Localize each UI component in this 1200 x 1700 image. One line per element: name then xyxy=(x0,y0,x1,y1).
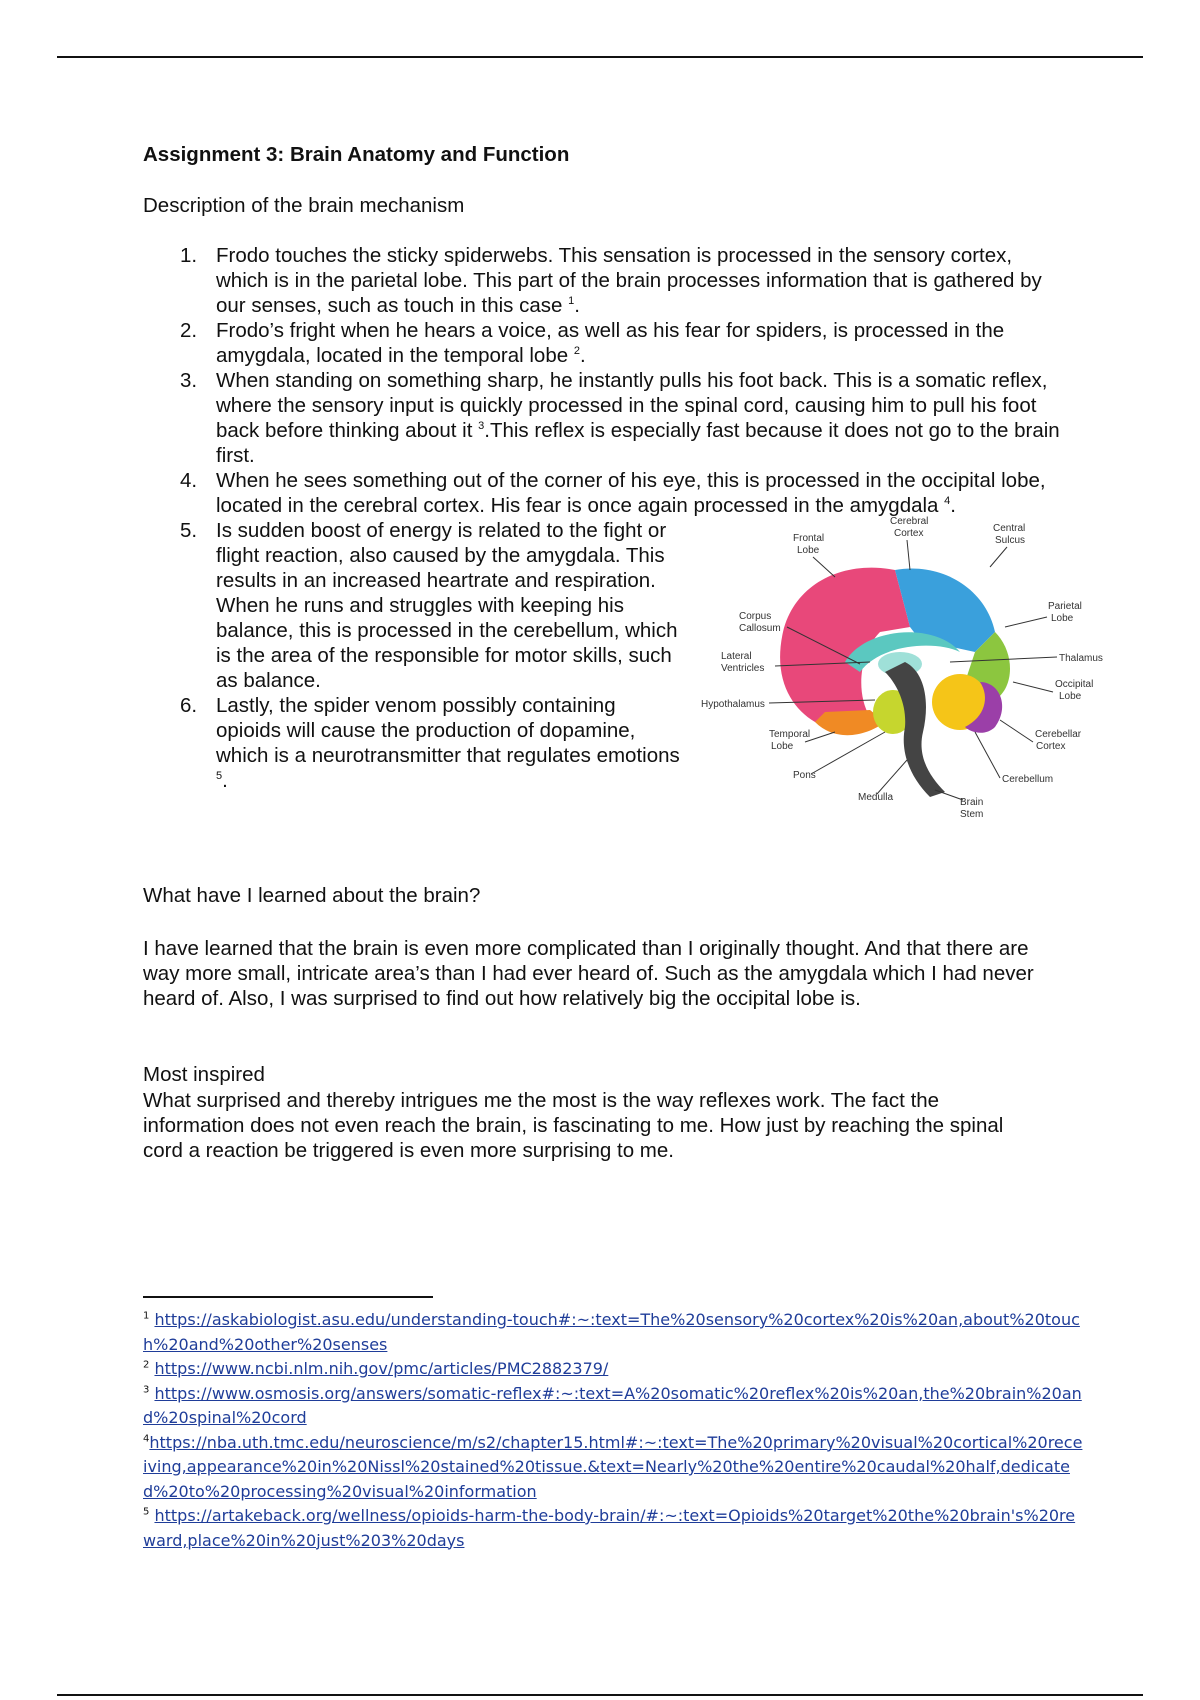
label-frontal-lobe: Frontal xyxy=(793,533,825,544)
label-cerebral-cortex: Cortex xyxy=(894,528,924,539)
label-central-sulcus: Central xyxy=(993,523,1026,534)
footnote-ref[interactable]: 5 xyxy=(216,770,223,783)
label-brain-stem: Stem xyxy=(960,809,984,820)
label-parietal-lobe: Parietal xyxy=(1048,601,1082,612)
list-text: When standing on something sharp, he instantly pulls his foot back. This is a somatic reflex, where the sensory input is quickly processed in the spinal cord, causing him to pull his foot back before thinking about it xyxy=(216,369,1048,442)
bottom-rule xyxy=(57,1694,1143,1696)
list-tail: . xyxy=(950,494,956,517)
footnote-ref[interactable]: 1 xyxy=(568,295,575,308)
footnote xyxy=(143,1308,1083,1357)
label-corpus-callosum: Callosum xyxy=(739,623,781,634)
footnote-ref[interactable]: 4 xyxy=(944,495,951,508)
list-text: Is sudden boost of energy is related to the fight or flight reaction, also caused by the amygdala. This results in an increased heartrate and respiration. When he runs and struggles with keeping his balance, this is processed in the cerebellum, which is the area of the responsible for motor skills, such as balance. xyxy=(216,519,678,692)
footnote-number: 3 xyxy=(143,1384,150,1396)
footnote-number: 1 xyxy=(143,1310,150,1322)
label-lateral-ventricles: Lateral xyxy=(721,651,752,662)
footnote xyxy=(143,1357,1083,1382)
learned-paragraph: I have learned that the brain is even more complicated than I originally thought. And that there are way more small, intricate area’s than I had ever heard of. Such as the amygdala which I had never heard of. Also, I was surprised to find out how relatively big the occipital lobe is. xyxy=(143,937,1034,1010)
list-item xyxy=(180,468,1046,518)
list-text: Frodo’s fright when he hears a voice, as well as his fear for spiders, is processed in the amygdala, located in the temporal lobe xyxy=(216,319,1005,367)
label-medulla: Medulla xyxy=(858,792,894,803)
label-occipital-lobe: Occipital xyxy=(1055,679,1094,690)
footnote-link[interactable]: https://nba.uth.tmc.edu/neuroscience/m/s2/chapter15.html#:~:text=The%20primary%20visual%20cortical%20receiving,appearance%20in%20Nissl%20stained%20tissue.&text=Nearly%20the%20entire%20caudal%20half,dedicated%20to%20processing%20visual%20information xyxy=(143,1432,1083,1501)
list-item xyxy=(180,368,1060,468)
list-number: 6. xyxy=(180,694,198,717)
list-item xyxy=(180,243,1060,318)
footnote-separator xyxy=(143,1296,433,1298)
page-title: Assignment 3: Brain Anatomy and Function xyxy=(143,143,570,166)
list-number: 1. xyxy=(180,244,198,267)
footnote-ref[interactable]: 2 xyxy=(573,345,580,358)
list-item xyxy=(180,518,686,693)
inspired-paragraph: What surprised and thereby intrigues me the most is the way reflexes work. The fact the information does not even reach the brain, is fascinating to me. How just by reaching the spinal cord a reaction be triggered is even more surprising to me. xyxy=(143,1089,1004,1162)
footnote-link[interactable]: https://www.ncbi.nlm.nih.gov/pmc/articles/PMC2882379/ xyxy=(154,1359,609,1378)
brain-diagram xyxy=(695,516,1115,832)
footnote-ref[interactable]: 3 xyxy=(478,420,485,433)
footnote-number: 2 xyxy=(143,1359,150,1371)
list-text: When he sees something out of the corner of his eye, this is processed in the occipital lobe, located in the cerebral cortex. His fear is once again processed in the amygdala xyxy=(216,469,1046,517)
list-tail: .This reflex is especially fast because it does not go to the brain first. xyxy=(216,419,1060,467)
label-thalamus: Thalamus xyxy=(1059,653,1103,664)
section-heading-description: Description of the brain mechanism xyxy=(143,194,465,217)
label-lateral-ventricles: Ventricles xyxy=(721,663,765,674)
list-number: 2. xyxy=(180,319,198,342)
top-rule xyxy=(57,56,1143,58)
label-temporal-lobe: Temporal xyxy=(769,729,811,740)
label-hypothalamus: Hypothalamus xyxy=(701,699,765,710)
footnote xyxy=(143,1382,1083,1431)
label-corpus-callosum: Corpus xyxy=(739,611,772,622)
label-brain-stem: Brain xyxy=(960,797,984,808)
list-text: Frodo touches the sticky spiderwebs. This sensation is processed in the sensory cortex, which is in the parietal lobe. This part of the brain processes information that is gathered by our senses, such as touch in this case xyxy=(216,244,1042,317)
list-item xyxy=(180,318,1060,368)
section-heading-inspired: Most inspired xyxy=(143,1063,265,1086)
list-item xyxy=(180,693,686,793)
footnote-number: 5 xyxy=(143,1506,150,1518)
list-tail: . xyxy=(579,344,586,367)
list-tail: . xyxy=(222,769,228,792)
label-cerebral-cortex: Cerebral xyxy=(890,516,929,527)
footnotes xyxy=(143,1308,1083,1553)
label-cerebellar-cortex: Cortex xyxy=(1036,741,1066,752)
list-text: Lastly, the spider venom possibly containing opioids will cause the production of dopamine, which is a neurotransmitter that regulates emotions xyxy=(216,694,680,767)
label-temporal-lobe: Lobe xyxy=(771,741,794,752)
footnote-number: 4 xyxy=(143,1433,150,1445)
label-pons: Pons xyxy=(793,770,816,781)
footnote xyxy=(143,1504,1083,1553)
footnote-link[interactable]: https://artakeback.org/wellness/opioids-harm-the-body-brain/#:~:text=Opioids%20target%20the%20brain's%20reward,place%20in%20just%203%20days xyxy=(143,1506,1076,1550)
label-central-sulcus: Sulcus xyxy=(995,535,1026,546)
label-cerebellar-cortex: Cerebellar xyxy=(1035,729,1082,740)
footnote-link[interactable]: https://askabiologist.asu.edu/understanding-touch#:~:text=The%20sensory%20cortex%20is%20an,about%20touch%20and%20other%20senses xyxy=(143,1310,1080,1354)
label-cerebellum: Cerebellum xyxy=(1002,774,1054,785)
footnote-link[interactable]: https://www.osmosis.org/answers/somatic-reflex#:~:text=A%20somatic%20reflex%20is%20an,the%20brain%20and%20spinal%20cord xyxy=(143,1383,1082,1427)
label-occipital-lobe: Lobe xyxy=(1059,691,1082,702)
list-tail: . xyxy=(574,294,580,317)
footnote xyxy=(143,1431,1083,1505)
label-frontal-lobe: Lobe xyxy=(797,545,820,556)
section-heading-learned: What have I learned about the brain? xyxy=(143,884,481,907)
list-number: 5. xyxy=(180,519,198,542)
label-parietal-lobe: Lobe xyxy=(1051,613,1074,624)
list-number: 4. xyxy=(180,469,198,492)
list-number: 3. xyxy=(180,369,198,392)
